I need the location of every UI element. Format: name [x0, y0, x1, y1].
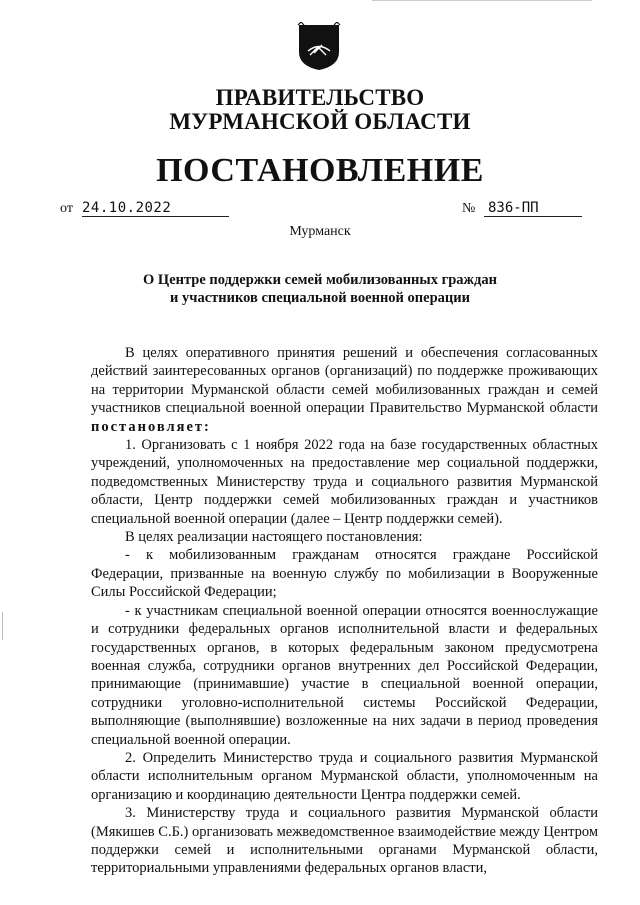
- paragraph-definition-mobilized: - к мобилизованным гражданам относятся граждане Российской Федерации, призванные на военную службу по мобилизации в Вооруженные Силы Российской Федерации;: [91, 547, 598, 601]
- coat-of-arms-icon: [296, 22, 342, 72]
- document-title: [0, 271, 640, 307]
- number-prefix: №: [462, 201, 476, 216]
- resolve-word: постановляет:: [91, 418, 211, 435]
- paragraph-preamble: [91, 344, 598, 436]
- margin-mark: [2, 612, 3, 640]
- org-name-line2: МУРМАНСКОЙ ОБЛАСТИ: [169, 109, 471, 134]
- number-value: 836-ПП: [484, 200, 582, 217]
- org-name-line1: ПРАВИТЕЛЬСТВО: [215, 85, 425, 110]
- title-line2: и участников специальной военной операции: [170, 290, 470, 306]
- document-type: ПОСТАНОВЛЕНИЕ: [156, 152, 484, 189]
- date-value: 24.10.2022: [82, 200, 229, 217]
- document-body: [91, 344, 598, 878]
- paragraph-definition-participants: - к участникам специальной военной операции относятся военнослужащие и сотрудники федеральных органов исполнительной власти и федеральных государственных органов, в которых федеральным законом предусмотрена военная служба, сотрудники органов внутренних дел Российской Федерации, принимающие (принимавшие) участие в специальной военной операции, сотрудники уголовно-исполнительной системы Российской Федерации, выполняющие (выполнявшие) возложенные на них задачи в период проведения специальной военной операции.: [91, 602, 598, 748]
- date-prefix: от: [60, 201, 73, 216]
- date-field: [60, 200, 229, 217]
- paragraph-item-1: 1. Организовать с 1 ноября 2022 года на базе государственных областных учреждений, уполномоченных на предоставление мер социальной поддержки, подведомственных Министерству труда и социального развития Мурманской области, Центр поддержки семей мобилизованных граждан и участников специальной военной операции (далее – Центр поддержки семей).: [91, 437, 598, 527]
- title-line1: О Центре поддержки семей мобилизованных граждан: [143, 272, 497, 288]
- preamble-text: В целях оперативного принятия решений и обеспечения согласованных действий заинтересованных органов (организаций) по поддержке проживающих на территории Мурманской области семей мобилизованных граждан и семей участников специальной военной операции Правительство Мурманской области: [91, 345, 598, 417]
- paragraph-item-3: 3. Министерству труда и социального развития Мурманской области (Мякишев С.Б.) организовать межведомственное взаимодействие между Центром поддержки семей и исполнительными органами Мурманской области, территориальными управлениями федеральных органов власти,: [91, 805, 598, 877]
- city: Мурманск: [289, 224, 351, 239]
- paragraph-item-2: 2. Определить Министерство труда и социального развития Мурманской области исполнительным органом Мурманской области, уполномоченным на организацию и координацию деятельности Центра поддержки семей.: [91, 749, 598, 803]
- paragraph-purposes: В целях реализации настоящего постановления:: [125, 529, 423, 546]
- scan-edge-marks: [372, 0, 592, 3]
- number-field: [462, 200, 582, 217]
